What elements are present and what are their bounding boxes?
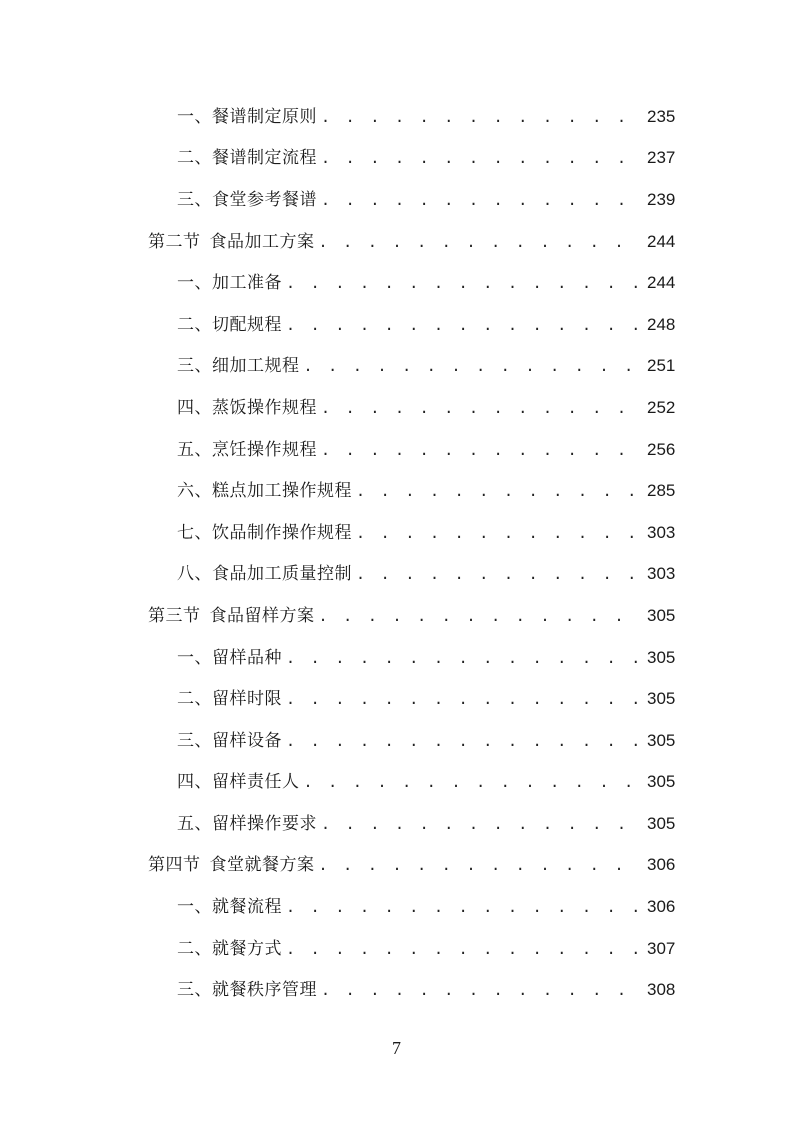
toc-dot-leader [319,232,640,252]
toc-entry-title: 一、餐谱制定原则 [177,106,317,127]
toc-entry[interactable] [0,762,793,804]
toc-dot-leader [356,523,639,543]
toc-entry-title: 二、切配规程 [177,314,282,335]
toc-section-entry[interactable] [0,845,793,887]
toc-entry-label [177,814,321,834]
toc-entry-label [177,356,304,376]
toc-entry-title: 一、就餐流程 [177,897,282,918]
toc-entry[interactable] [0,886,793,928]
toc-entry-label [177,148,321,168]
toc-dot-leader [286,731,639,751]
toc-page-number: 244 [647,231,676,251]
toc-dot-leader [286,648,639,668]
toc-entry-title: 四、蒸饭操作规程 [177,397,317,418]
toc-entry[interactable] [0,969,793,1011]
toc-page-number: 303 [647,522,676,542]
toc-dot-leader [286,939,639,959]
toc-entry-title: 食堂就餐方案 [209,855,315,876]
toc-entry-label [177,980,321,1000]
toc-entry-title: 三、细加工规程 [177,356,300,377]
toc-entry[interactable] [0,928,793,970]
toc-entry-title: 三、食堂参考餐谱 [177,189,317,210]
toc-entry-label [148,232,319,252]
toc-entry-title: 一、加工准备 [177,273,282,294]
toc-dot-leader [286,689,639,709]
toc-dot-leader [286,273,639,293]
toc-section-number: 第二节 [148,231,201,252]
toc-entry-title: 六、糕点加工操作规程 [177,481,352,502]
toc-entry-label [177,564,356,584]
toc-entry[interactable] [0,179,793,221]
toc-page-number: 305 [647,689,676,709]
toc-section-number: 第三节 [148,605,201,626]
toc-dot-leader [321,107,639,127]
toc-page-number: 305 [647,813,676,833]
toc-entry-label [177,772,304,792]
toc-entry-label [177,689,286,709]
toc-page-number: 303 [647,564,676,584]
toc-page-number: 256 [647,439,676,459]
toc-entry[interactable] [0,429,793,471]
toc-dot-leader [321,190,639,210]
toc-entry-title: 七、饮品制作操作规程 [177,522,352,543]
toc-page-number: 308 [647,980,676,1000]
toc-page-number: 305 [647,605,676,625]
toc-entry[interactable] [0,96,793,138]
toc-section-entry[interactable] [0,221,793,263]
toc-entry-label [177,315,286,335]
toc-section-entry[interactable] [0,595,793,637]
toc-entry-title: 三、留样设备 [177,730,282,751]
toc-entry[interactable] [0,262,793,304]
toc-entry-label [177,273,286,293]
toc-entry-label [148,855,319,875]
toc-page-number: 251 [647,356,676,376]
toc-dot-leader [286,315,639,335]
toc-entry-title: 一、留样品种 [177,647,282,668]
toc-entry-title: 食品加工方案 [209,231,315,252]
toc-entry-label [177,107,321,127]
toc-entry-label [177,897,286,917]
toc-entry-label [177,190,321,210]
toc-entry[interactable] [0,720,793,762]
toc-entry-label [177,939,286,959]
toc-page-number: 239 [647,189,676,209]
toc-dot-leader [321,440,639,460]
toc-entry-title: 五、烹饪操作规程 [177,439,317,460]
toc-entry-title: 五、留样操作要求 [177,813,317,834]
table-of-contents [0,96,793,1011]
toc-dot-leader [356,564,639,584]
toc-page-number: 248 [647,314,676,334]
toc-entry[interactable] [0,470,793,512]
toc-entry-label [177,481,356,501]
toc-entry[interactable] [0,304,793,346]
page-number: 7 [392,1038,401,1058]
toc-page-number: 235 [647,106,676,126]
toc-page-number: 307 [647,938,676,958]
toc-page-number: 285 [647,481,676,501]
toc-dot-leader [304,356,640,376]
toc-entry-title: 二、餐谱制定流程 [177,148,317,169]
toc-entry-title: 食品留样方案 [209,605,315,626]
toc-dot-leader [319,855,640,875]
toc-entry[interactable] [0,138,793,180]
toc-entry[interactable] [0,512,793,554]
toc-entry[interactable] [0,637,793,679]
toc-entry-label [177,523,356,543]
toc-page-number: 252 [647,397,676,417]
toc-entry[interactable] [0,554,793,596]
toc-page-number: 305 [647,647,676,667]
toc-page-number: 305 [647,772,676,792]
toc-section-number: 第四节 [148,855,201,876]
toc-dot-leader [321,398,639,418]
toc-dot-leader [304,772,640,792]
toc-entry[interactable] [0,803,793,845]
toc-dot-leader [321,148,639,168]
toc-entry-label [177,398,321,418]
toc-entry-label [177,731,286,751]
toc-page-number: 237 [647,148,676,168]
toc-entry-title: 二、就餐方式 [177,938,282,959]
toc-dot-leader [319,606,640,626]
toc-entry[interactable] [0,678,793,720]
toc-entry[interactable] [0,387,793,429]
toc-dot-leader [286,897,639,917]
toc-page-number: 306 [647,855,676,875]
toc-entry-label [177,440,321,460]
toc-dot-leader [356,481,639,501]
toc-entry[interactable] [0,346,793,388]
toc-entry-title: 四、留样责任人 [177,772,300,793]
toc-page-number: 305 [647,730,676,750]
toc-dot-leader [321,814,639,834]
toc-entry-label [177,648,286,668]
toc-entry-title: 八、食品加工质量控制 [177,564,352,585]
toc-page-number: 244 [647,273,676,293]
toc-entry-label [148,606,319,626]
toc-entry-title: 二、留样时限 [177,689,282,710]
toc-entry-title: 三、就餐秩序管理 [177,980,317,1001]
toc-page-number: 306 [647,897,676,917]
toc-dot-leader [321,980,639,1000]
